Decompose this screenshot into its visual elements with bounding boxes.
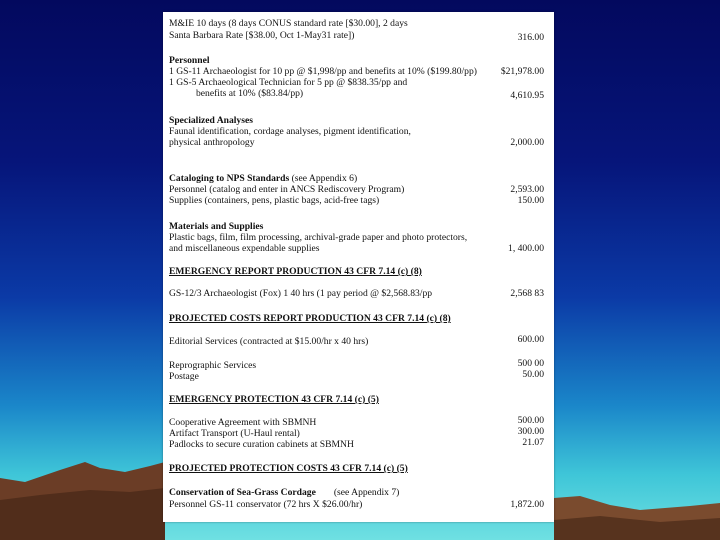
meie-amount: 316.00 <box>517 32 544 43</box>
meie-line-2: Santa Barbara Rate [$38.00, Oct 1-May31 rate]) <box>169 30 355 41</box>
cataloging-amount-2: 150.00 <box>517 195 544 206</box>
projected-protection-sub-row <box>169 487 399 498</box>
emergency-report-amount: 2,568 83 <box>510 288 544 299</box>
projected-protection-amount-1: 1,872.00 <box>510 499 544 510</box>
specialized-amount: 2,000.00 <box>510 137 544 148</box>
projected-report-line-2: Reprographic Services <box>169 360 257 371</box>
projected-report-amount-1: 600.00 <box>517 334 544 345</box>
cataloging-line-1: Personnel (catalog and enter in ANCS Rediscovery Program) <box>169 184 405 195</box>
materials-line-2: and miscellaneous expendable supplies <box>169 243 320 254</box>
emergency-report-line-1: GS-12/3 Archaeologist (Fox) 1 40 hrs (1 pay period @ $2,568.83/pp <box>169 288 433 299</box>
emergency-protection-line-3: Padlocks to secure curation cabinets at SBMNH <box>169 439 354 450</box>
conservation-note: (see Appendix 7) <box>333 487 400 498</box>
specialized-line-1: Faunal identification, cordage analyses, pigment identification, <box>169 126 411 137</box>
projected-report-heading: PROJECTED COSTS REPORT PRODUCTION 43 CFR 7.14 (c) (8) <box>169 313 451 324</box>
personnel-line-1: 1 GS-11 Archaeologist for 10 pp @ $1,998/pp and benefits at 10% ($199.80/pp) <box>169 66 477 77</box>
projected-report-amount-3: 50.00 <box>522 369 544 380</box>
cataloging-line-2: Supplies (containers, pens, plastic bags, acid-free tags) <box>169 195 380 206</box>
projected-report-amount-2: 500 00 <box>517 358 544 369</box>
meie-line-1: M&IE 10 days (8 days CONUS standard rate [$30.00], 2 days <box>169 18 408 29</box>
cataloging-heading: Cataloging to NPS Standards <box>169 173 290 184</box>
projected-protection-heading: PROJECTED PROTECTION COSTS 43 CFR 7.14 (c) (5) <box>169 463 408 474</box>
materials-line-1: Plastic bags, film, film processing, archival-grade paper and photo protectors, <box>169 232 468 243</box>
cataloging-heading-row <box>169 173 357 184</box>
personnel-heading: Personnel <box>169 55 210 66</box>
materials-heading: Materials and Supplies <box>169 221 264 232</box>
personnel-amount-2: 4,610.95 <box>510 90 544 101</box>
emergency-protection-amount-3: 21.07 <box>522 437 544 448</box>
projected-report-line-1: Editorial Services (contracted at $15.00/hr x 40 hrs) <box>169 336 369 347</box>
emergency-protection-line-2: Artifact Transport (U-Haul rental) <box>169 428 300 439</box>
emergency-protection-heading: EMERGENCY PROTECTION 43 CFR 7.14 (c) (5) <box>169 394 379 405</box>
specialized-line-2: physical anthropology <box>169 137 255 148</box>
scanned-budget-page <box>163 12 554 522</box>
cataloging-heading-suffix: (see Appendix 6) <box>289 173 358 184</box>
materials-amount: 1, 400.00 <box>508 243 544 254</box>
projected-protection-line-1: Personnel GS-11 conservator (72 hrs X $26.00/hr) <box>169 499 363 510</box>
personnel-line-3: benefits at 10% ($83.84/pp) <box>196 88 304 99</box>
conservation-heading: Conservation of Sea-Grass Cordage <box>169 487 316 498</box>
personnel-line-2: 1 GS-5 Archaeological Technician for 5 pp @ $838.35/pp and <box>169 77 408 88</box>
personnel-amount-1: $21,978.00 <box>500 66 544 77</box>
projected-report-line-3: Postage <box>169 371 199 382</box>
specialized-heading: Specialized Analyses <box>169 115 253 126</box>
emergency-protection-amount-2: 300.00 <box>517 426 544 437</box>
emergency-protection-line-1: Cooperative Agreement with SBMNH <box>169 417 317 428</box>
emergency-protection-amount-1: 500.00 <box>517 415 544 426</box>
emergency-report-heading: EMERGENCY REPORT PRODUCTION 43 CFR 7.14 (c) (8) <box>169 266 422 277</box>
cataloging-amount-1: 2,593.00 <box>510 184 544 195</box>
